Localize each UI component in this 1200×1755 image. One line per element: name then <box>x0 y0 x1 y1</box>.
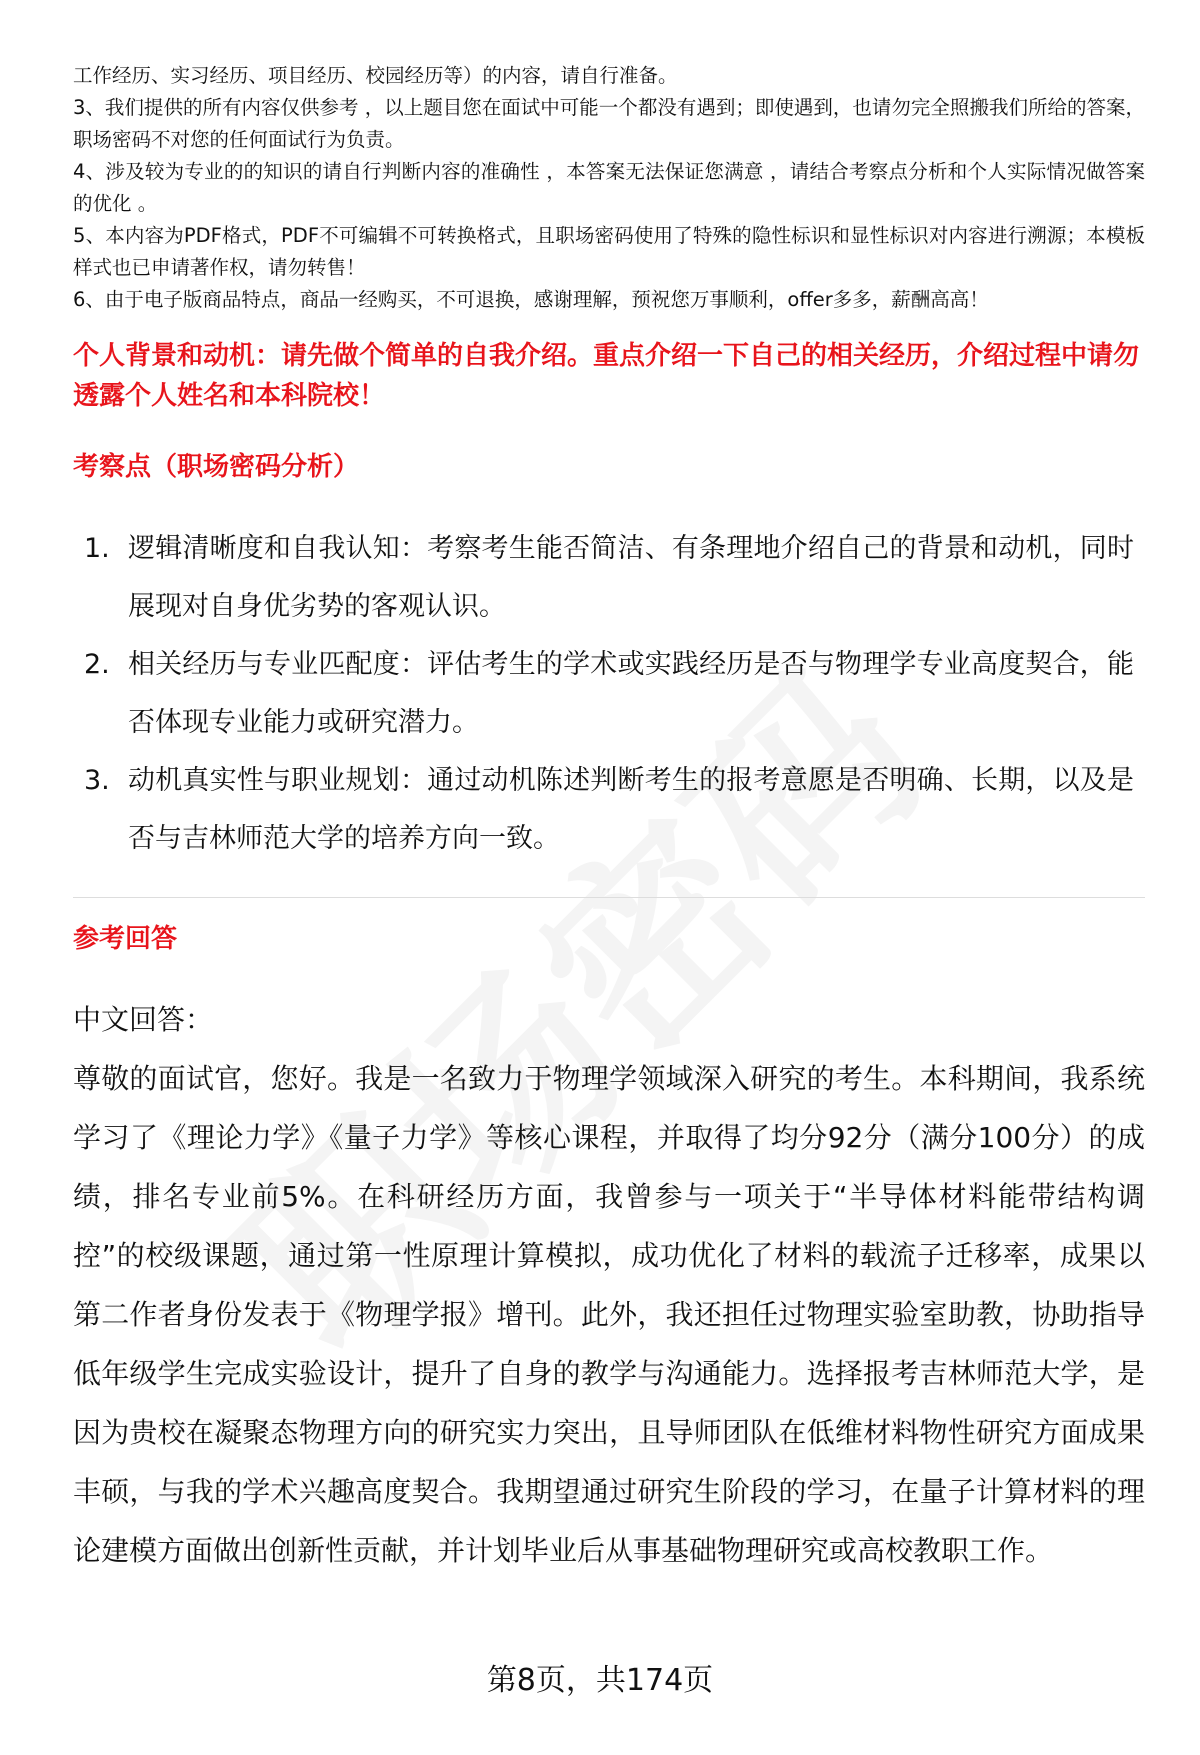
list-text: 动机真实性与职业规划：通过动机陈述判断考生的报考意愿是否明确、长期，以及是否与吉林师范大学的培养方向一致。 <box>128 765 1134 854</box>
answer-body: 尊敬的面试官，您好。我是一名致力于物理学领域深入研究的考生。本科期间，我系统学习了《理论力学》《量子力学》等核心课程，并取得了均分92分（满分100分）的成绩，排名专业前5%。在科研经历方面，我曾参与一项关于“半导体材料能带结构调控”的校级课题，通过第一性原理计算模拟，成功优化了材料的载流子迁移率，成果以第二作者身份发表于《物理学报》增刊。此外，我还担任过物理实验室助教，协助指导低年级学生完成实验设计，提升了自身的教学与沟通能力。选择报考吉林师范大学，是因为贵校在凝聚态物理方向的研究实力突出，且导师团队在低维材料物性研究方面成果丰硕，与我的学术兴趣高度契合。我期望通过研究生阶段的学习，在量子计算材料的理论建模方面做出创新性贡献，并计划毕业后从事基础物理研究或高校教职工作。 <box>73 1062 1145 1567</box>
list-number: 1. <box>84 533 110 564</box>
list-text: 相关经历与专业匹配度：评估考生的学术或实践经历是否与物理学专业高度契合，能否体现专业能力或研究潜力。 <box>128 649 1134 738</box>
notes-section <box>73 60 1145 316</box>
question-heading: 个人背景和动机：请先做个简单的自我介绍。重点介绍一下自己的相关经历，介绍过程中请勿透露个人姓名和本科院校！ <box>73 341 1140 411</box>
list-item <box>84 636 1134 752</box>
note-line: 工作经历、实习经历、项目经历、校园经历等）的内容，请自行准备。 <box>73 64 678 87</box>
note-line: 5、本内容为PDF格式，PDF不可编辑不可转换格式，且职场密码使用了特殊的隐性标识和显性标识对内容进行溯源；本模板样式也已申请著作权，请勿转售！ <box>73 224 1145 279</box>
answer-text <box>73 990 1145 1580</box>
analysis-heading: 考察点（职场密码分析） <box>73 452 360 482</box>
analysis-list <box>84 520 1134 868</box>
page-footer: 第8页，共174页 <box>486 1663 714 1698</box>
list-item <box>84 520 1134 636</box>
note-line: 4、涉及较为专业的的知识的请自行判断内容的准确性 ，本答案无法保证您满意 ，请结合考察点分析和个人实际情况做答案的优化 。 <box>73 160 1145 215</box>
list-text: 逻辑清晰度和自我认知：考察考生能否简洁、有条理地介绍自己的背景和动机，同时展现对自身优劣势的客观认识。 <box>128 533 1134 622</box>
answer-heading: 参考回答 <box>73 924 178 954</box>
answer-label: 中文回答： <box>73 1003 214 1036</box>
note-line: 3、我们提供的所有内容仅供参考 ，以上题目您在面试中可能一个都没有遇到；即使遇到，也请勿完全照搬我们所给的答案，职场密码不对您的任何面试行为负责。 <box>73 96 1145 151</box>
list-number: 2. <box>84 649 110 680</box>
note-line: 6、由于电子版商品特点，商品一经购买，不可退换，感谢理解，预祝您万事顺利，offer多多，薪酬高高！ <box>73 288 989 311</box>
divider <box>73 897 1145 898</box>
list-number: 3. <box>84 765 110 796</box>
list-item <box>84 752 1134 868</box>
